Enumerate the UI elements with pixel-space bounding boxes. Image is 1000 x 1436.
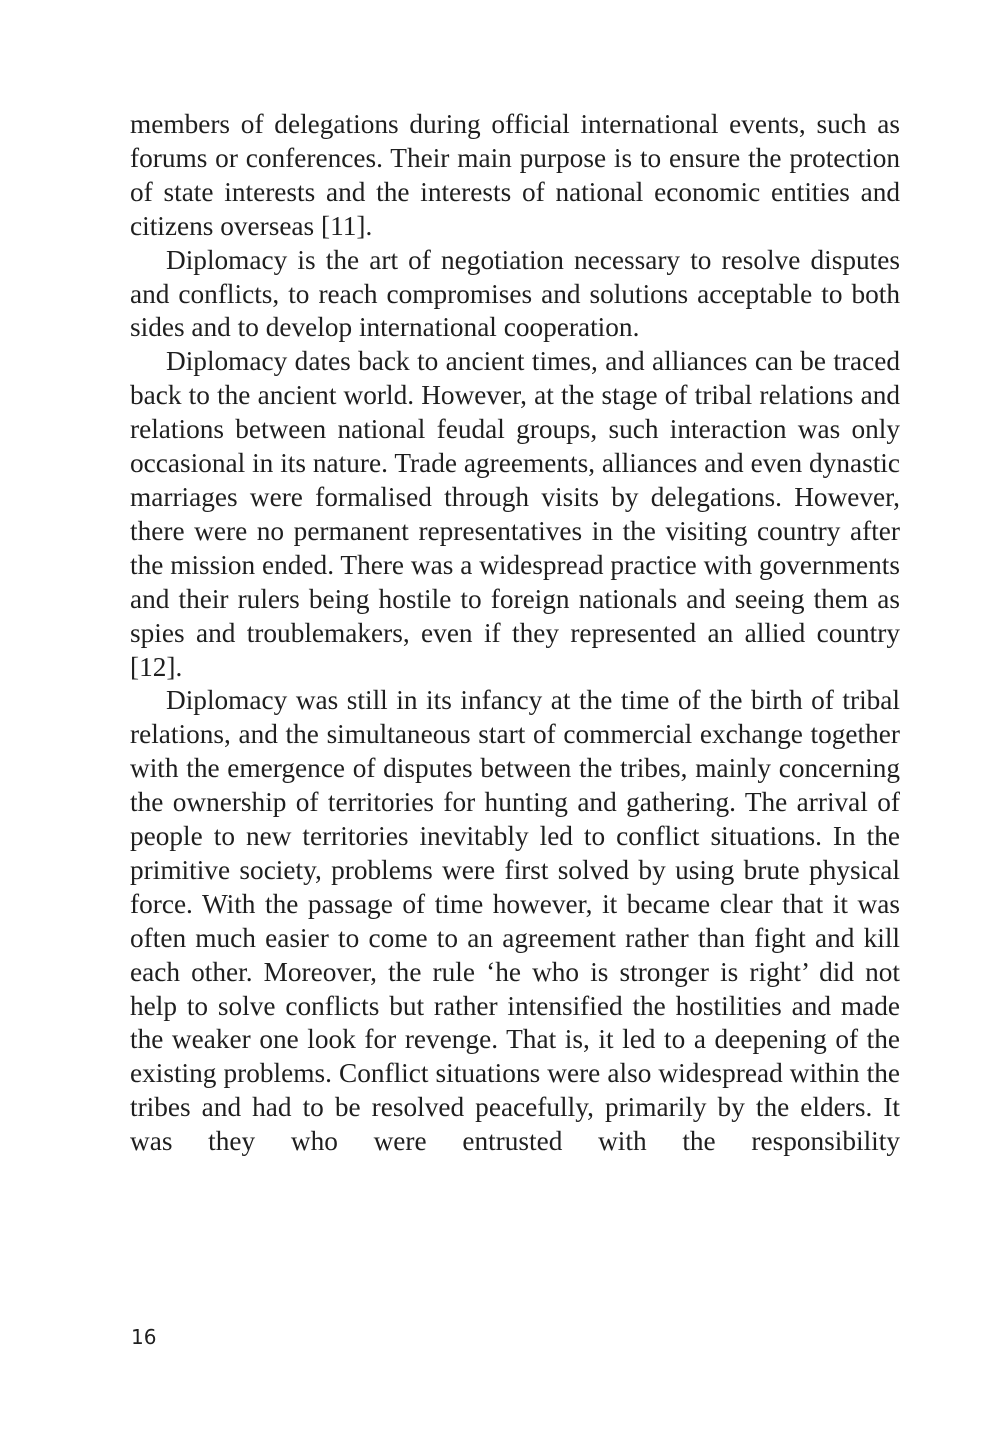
page-body — [130, 108, 900, 1159]
page-number: 16 — [131, 1325, 157, 1349]
paragraph-diplomacy-history: Diplomacy dates back to ancient times, and alliances can be traced back to the ancient world. However, at the stage of tribal relations and relations between national feudal groups, such interaction was only occasional in its nature. Trade agreements, alliances and even dynastic marriages were formalised through visits by delegations. However, there were no permanent representatives in the visiting country after the mission ended. There was a widespread practice with governments and their rulers being hostile to foreign nationals and seeing them as spies and troublemakers, even if they represented an allied country [12]. — [130, 346, 900, 682]
paragraph-diplomacy-definition: Diplomacy is the art of negotiation necessary to resolve disputes and conflicts, to reach compromises and solutions acceptable to both sides and to develop international cooperation. — [130, 244, 900, 343]
paragraph-tribal-relations: Diplomacy was still in its infancy at the time of the birth of tribal relations, and the simultaneous start of commercial exchange together with the emergence of disputes between the tribes, mainly concerning the ownership of territories for hunting and gathering. The arrival of people to new territories inevitably led to conflict situations. In the primitive society, problems were first solved by using brute physical force. With the passage of time however, it became clear that it was often much easier to come to an agreement rather than fight and kill each other. Moreover, the rule ‘he who is stronger is right’ did not help to solve conflicts but rather intensified the hostilities and made the weaker one look for revenge. That is, it led to a deepening of the existing problems. Conflict situations were also widespread within the tribes and had to be resolved peacefully, primarily by the elders. It was they who were entrusted with the responsibility — [130, 685, 900, 1157]
paragraph-continued: members of delegations during official international events, such as forums or conferences. Their main purpose is to ensure the protection of state interests and the interests of national economic entities and citizens overseas [11]. — [130, 109, 900, 241]
